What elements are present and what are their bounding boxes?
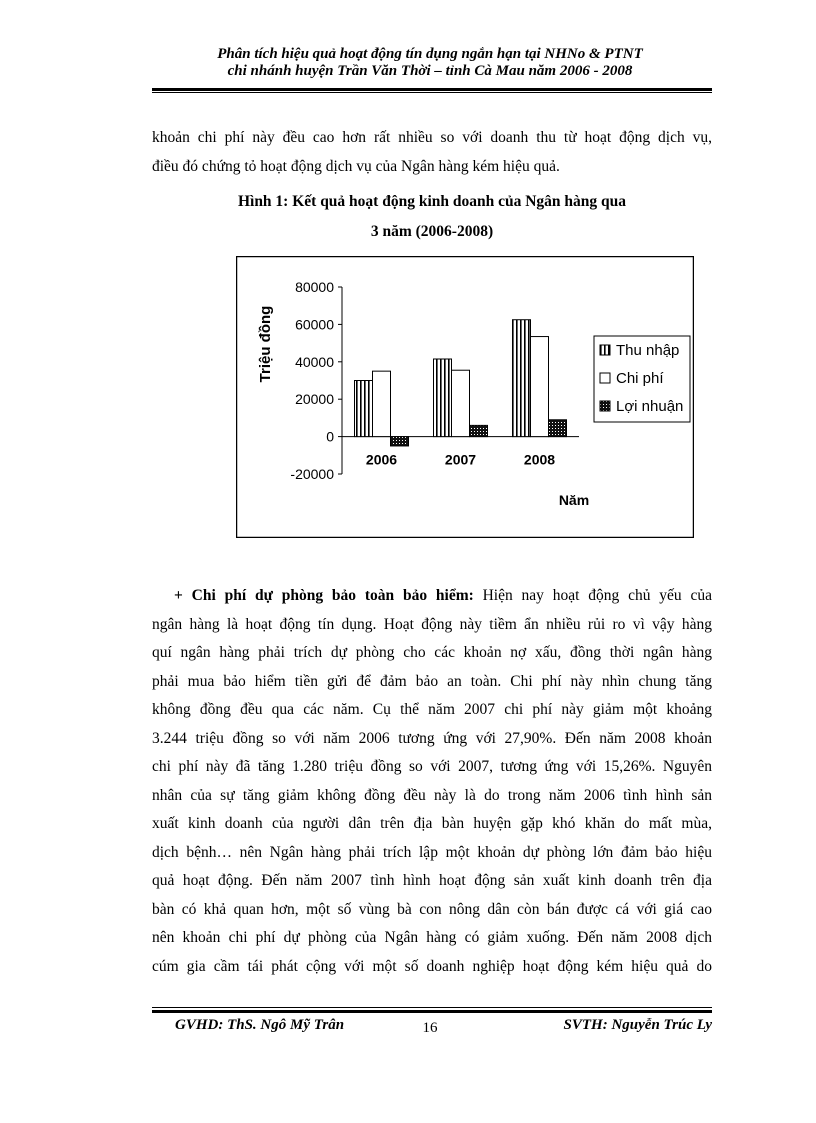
legend-swatch (600, 373, 610, 383)
bar-chi-phí (373, 371, 391, 436)
body-line: bàn có khả quan hơn, một số vùng bà con nông dân còn bán được cá với giá cao (152, 900, 712, 918)
footer-rule-thin (152, 1007, 712, 1008)
header-rule-thin (152, 92, 712, 93)
x-category-label: 2008 (523, 451, 556, 468)
footer-supervisor: GVHD: ThS. Ngô Mỹ Trân (175, 1017, 345, 1033)
bar-lợi-nhuận (470, 425, 488, 436)
y-axis-label: Triệu đồng (257, 305, 274, 383)
body-lead-bold: + Chi phí dự phòng bảo toàn bảo hiểm: (174, 587, 474, 604)
page-number: 16 (422, 1020, 438, 1036)
body-line: nên khoản chi phí dự phòng của Ngân hàng có giảm xuống. Đến năm 2008 dịch (152, 929, 712, 946)
body-line: cúm gia cầm tái phát cộng với một số doanh nghiệp hoạt động kém hiệu quả do (152, 957, 712, 975)
legend-swatch (600, 345, 610, 355)
bar-thu-nhập (355, 381, 373, 437)
body-line: dịch bệnh… nên Ngân hàng phải trích lập một khoản dự phòng lớn đảm bảo hiệu (152, 843, 712, 861)
y-tick-label: 20000 (295, 391, 334, 408)
legend-label: Thu nhập (616, 342, 680, 359)
bar-chart (236, 256, 694, 538)
y-tick-label: 40000 (295, 353, 334, 370)
bar-chi-phí (531, 337, 549, 437)
legend-label: Lợi nhuận (616, 398, 684, 415)
y-tick-label: 80000 (295, 279, 334, 295)
body-lines (152, 611, 712, 982)
header-line-2: chi nhánh huyện Trần Văn Thời – tỉnh Cà Mau năm 2006 - 2008 (227, 63, 633, 79)
body-lead-rest: Hiện nay hoạt động chủ yếu của (473, 587, 713, 604)
header-line-1: Phân tích hiệu quả hoạt động tín dụng ngắn hạn tại NHNo & PTNT (217, 46, 643, 62)
body-line: phải mua bảo hiểm tiền gửi để đảm bảo an toàn. Chi phí này nhìn chung tăng (152, 672, 712, 690)
bar-thu-nhập (513, 320, 531, 437)
intro-line-2: điều đó chứng tỏ hoạt động dịch vụ của Ngân hàng kém hiệu quả. (152, 157, 560, 175)
footer-student: SVTH: Nguyễn Trúc Ly (563, 1017, 712, 1033)
body-line-0 (152, 582, 712, 611)
bar-thu-nhập (434, 359, 452, 437)
legend-swatch (600, 401, 610, 411)
chart-legend (594, 336, 690, 422)
x-axis-label: Năm (558, 492, 590, 508)
figure-caption-line-1: Hình 1: Kết quả hoạt động kinh doanh của Ngân hàng qua (237, 193, 627, 210)
y-tick-label: 60000 (295, 316, 334, 333)
bar-lợi-nhuận (549, 420, 567, 437)
figure-caption-line-2: 3 năm (2006-2008) (370, 223, 494, 240)
legend-label: Chi phí (616, 370, 664, 387)
intro-line-1: khoản chi phí này đều cao hơn rất nhiều so với doanh thu từ hoạt động dịch vụ, (152, 129, 712, 146)
chart-container (236, 256, 694, 538)
body-line: không đồng đều qua các năm. Cụ thể năm 2007 chi phí này giảm một khoảng (152, 701, 712, 718)
x-category-label: 2006 (365, 451, 398, 468)
x-category-label: 2007 (444, 451, 477, 468)
body-line: chi phí này đã tăng 1.280 triệu đồng so với 2007, tương ứng với 15,26%. Nguyên (152, 758, 712, 775)
body-line: quí ngân hàng phải trích dự phòng cho các khoản nợ xấu, đồng thời ngân hàng (152, 644, 712, 661)
footer-rule (152, 1010, 712, 1013)
body-line: ngân hàng là hoạt động tín dụng. Hoạt động này tiềm ẩn nhiều rủi ro vì vậy hàng (152, 615, 712, 633)
y-tick-label: -20000 (290, 466, 334, 482)
y-tick-label: 0 (326, 428, 334, 445)
bar-chi-phí (452, 370, 470, 436)
running-header (150, 46, 710, 80)
intro-paragraph (152, 124, 712, 181)
body-line: quả hoạt động. Đến năm 2007 tình hình hoạt động sản xuất kinh doanh trên địa (152, 872, 712, 889)
body-line: nhân của sự tăng giảm không đồng đều này là do trong năm 2006 tình hình sản (152, 786, 712, 804)
body-paragraph (152, 582, 712, 981)
header-rule (152, 88, 712, 91)
bar-lợi-nhuận (391, 437, 409, 446)
body-line: xuất kinh doanh của người dân trên địa bàn huyện gặp khó khăn do mất mùa, (152, 815, 712, 832)
body-line: 3.244 triệu đồng so với năm 2006 tương ứng với 27,90%. Đến năm 2008 khoản (152, 729, 712, 747)
